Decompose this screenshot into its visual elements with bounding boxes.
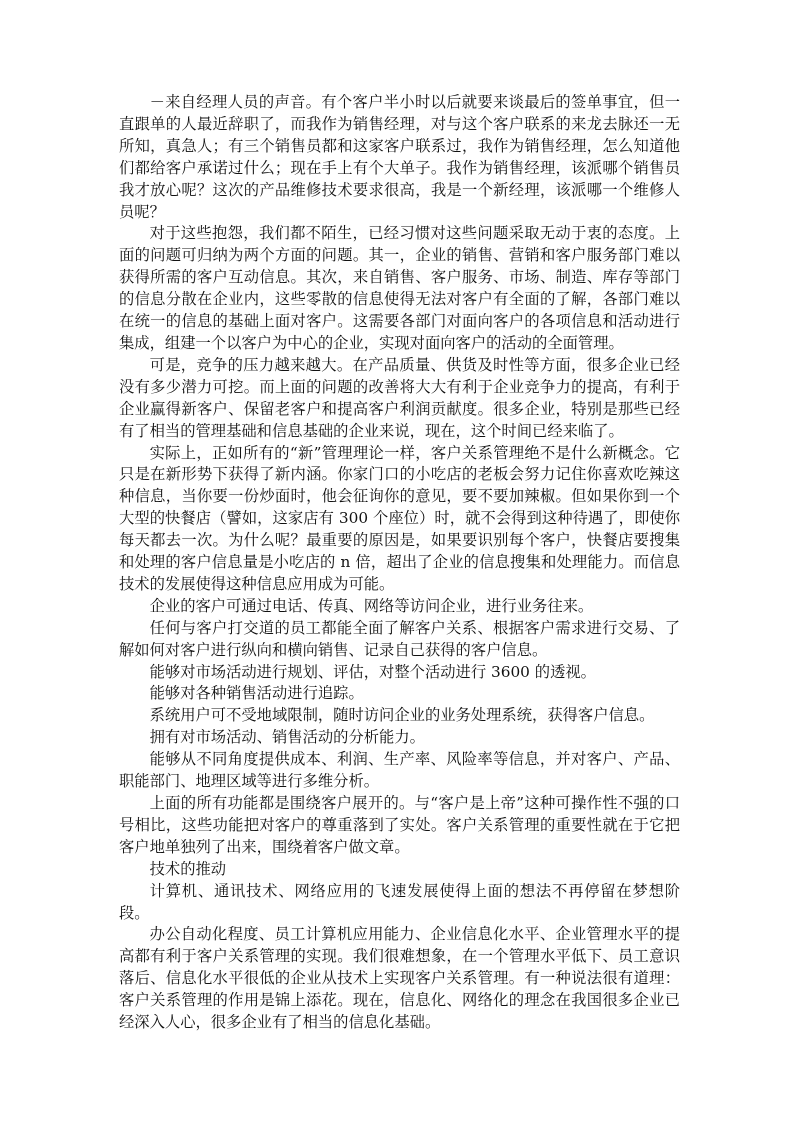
paragraph-customer-centered: 上面的所有功能都是围绕客户展开的。与“客户是上帝”这种可操作性不强的口号相比，这些功能把对客户的尊重落到了实处。客户关系管理的重要性就在于它把客户地单独列了出来，围绕着客户做文章。 bbox=[119, 794, 680, 856]
document-page bbox=[119, 92, 680, 1034]
paragraph-informatization: 办公自动化程度、员工计算机应用能力、企业信息化水平、企业管理水平的提高都有利于客户关系管理的实现。我们很难想象，在一个管理水平低下、员工意识落后、信息化水平很低的企业从技术上实现客户关系管理。有一种说法很有道理：客户关系管理的作用是锦上添花。现在，信息化、网络化的理念在我国很多企业已经深入人心，很多企业有了相当的信息化基础。 bbox=[119, 925, 680, 1032]
paragraph-competition: 可是，竞争的压力越来越大。在产品质量、供货及时性等方面，很多企业已经没有多少潜力可挖。而上面的问题的改善将大大有利于企业竞争力的提高，有利于企业赢得新客户、保留老客户和提高客户利润贡献度。很多企业，特别是那些已经有了相当的管理基础和信息基础的企业来说，现在，这个时间已经来临了。 bbox=[119, 355, 680, 440]
paragraph-analysis-ability: 拥有对市场活动、销售活动的分析能力。 bbox=[149, 728, 425, 747]
paragraph-technology-development: 计算机、通讯技术、网络应用的飞速发展使得上面的想法不再停留在梦想阶段。 bbox=[119, 881, 680, 922]
paragraph-not-new-concept: 实际上，正如所有的“新”管理理论一样，客户关系管理绝不是什么新概念。它只是在新形势下获得了新内涵。你家门口的小吃店的老板会努力记住你喜欢吃辣这种信息，当你要一份炒面时，他会征询你的意见，要不要加辣椒。但如果你到一个大型的快餐店（譬如，这家店有 300 个座位）时，就不会得到这种待遇了，即使你每天都去一次。为什么呢？最重要的原因是，如果要识别每个客户，快餐店要搜集和处理的客户信息量是小吃店的 n 倍，超出了企业的信息搜集和处理能力。而信息技术的发展使得这种信息应用成为可能。 bbox=[119, 443, 680, 593]
paragraph-sales-tracking: 能够对各种销售活动进行追踪。 bbox=[149, 684, 364, 703]
section-heading-technology: 技术的推动 bbox=[149, 859, 227, 878]
paragraph-marketing-planning: 能够对市场活动进行规划、评估，对整个活动进行 3600 的透视。 bbox=[149, 662, 596, 681]
paragraph-multidimensional-analysis: 能够从不同角度提供成本、利润、生产率、风险率等信息，并对客户、产品、职能部门、地理区域等进行多维分析。 bbox=[119, 750, 680, 791]
paragraph-access-channels: 企业的客户可通过电话、传真、网络等访问企业，进行业务往来。 bbox=[149, 596, 594, 615]
paragraph-employee-view: 任何与客户打交道的员工都能全面了解客户关系、根据客户需求进行交易、了解如何对客户进行纵向和横向销售、记录自己获得的客户信息。 bbox=[119, 618, 680, 659]
paragraph-remote-access: 系统用户可不受地域限制，随时访问企业的业务处理系统，获得客户信息。 bbox=[149, 706, 655, 725]
paragraph-complaints: 对于这些抱怨，我们都不陌生，已经习惯对这些问题采取无动于衷的态度。上面的问题可归纳为两个方面的问题。其一，企业的销售、营销和客户服务部门难以获得所需的客户互动信息。其次，来自销售、客户服务、市场、制造、库存等部门的信息分散在企业内，这些零散的信息使得无法对客户有全面的了解，各部门难以在统一的信息的基础上面对客户。这需要各部门对面向客户的各项信息和活动进行集成，组建一个以客户为中心的企业，实现对面向客户的活动的全面管理。 bbox=[119, 224, 680, 352]
paragraph-manager-voice: －来自经理人员的声音。有个客户半小时以后就要来谈最后的签单事宜，但一直跟单的人最近辞职了，而我作为销售经理，对与这个客户联系的来龙去脉还一无所知，真急人；有三个销售员都和这家客户联系过，我作为销售经理，怎么知道他们都给客户承诺过什么；现在手上有个大单子。我作为销售经理，该派哪个销售员我才放心呢？这次的产品维修技术要求很高，我是一个新经理，该派哪一个维修人员呢？ bbox=[119, 93, 680, 221]
